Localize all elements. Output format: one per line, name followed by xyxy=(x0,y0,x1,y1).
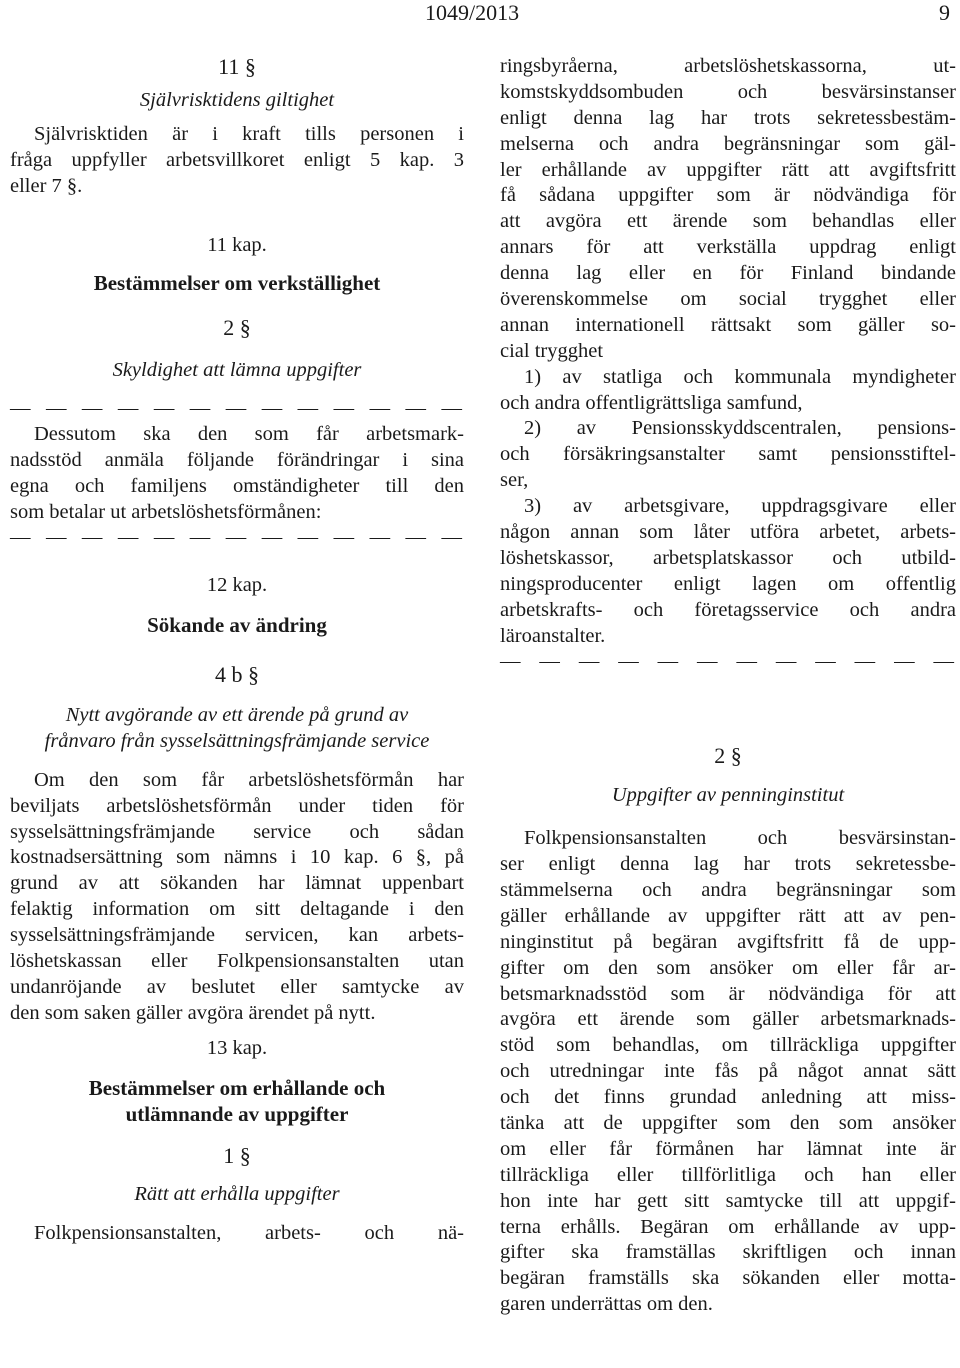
para-line: denna lag eller en för Finland bindande xyxy=(500,262,956,285)
section-ref-1: 1 § xyxy=(223,1143,251,1169)
omission-dashes: — — — — — — — — — — — — xyxy=(500,650,956,673)
omission-dashes: — — — — — — — — — — — — — xyxy=(10,397,464,420)
list-item-1: och andra offentligrättsliga samfund, xyxy=(500,391,803,414)
document-number: 1049/2013 xyxy=(425,0,520,25)
para-line: garen underrättas om den. xyxy=(500,1293,713,1316)
list-item-3: ningsproducenter enligt lagen om offentlig xyxy=(500,572,956,595)
para-line: nadsstöd anmäla följande förändringar i sina xyxy=(10,448,464,471)
para-line: enligt denna lag har trots sekretessbestäm- xyxy=(500,106,956,129)
section-ref-4b: 4 b § xyxy=(215,662,259,688)
para-line: fråga uppfyller arbetsvillkoret enligt 5 kap. 3 xyxy=(10,148,464,171)
para-line: ringsbyråerna, arbetslöshetskassorna, ut- xyxy=(500,55,956,77)
para-line: överenskommelse om social trygghet eller xyxy=(500,288,956,311)
para-line: terna erhålls. Begäran om erhållande av upp- xyxy=(500,1215,956,1238)
para-line: Folkpensionsanstalten och besvärsinstan- xyxy=(524,827,956,850)
para-line: löshetskassan eller Folkpensionsanstalten utan xyxy=(10,950,464,973)
right-column xyxy=(500,54,956,1318)
chapter-11-title: Bestämmelser om verkställighet xyxy=(93,271,381,296)
para-line: egna och familjens omständigheter till den xyxy=(10,474,464,497)
para-line: betsmarknadsstöd som är nödvändiga för att xyxy=(500,982,956,1005)
chapter-11: 11 kap. xyxy=(207,234,267,257)
para-line: ser enligt denna lag har trots sekretessbe- xyxy=(500,853,956,876)
para-line: Folkpensionsanstalten, arbets- och nä- xyxy=(34,1222,464,1245)
para-line: cial trygghet xyxy=(500,339,604,362)
para-line: sysselsättningsfrämjande servicen, kan arbets- xyxy=(10,924,464,947)
para-line: grund av att sökanden har lämnat uppenbart xyxy=(10,872,464,895)
list-item-3: löshetskassor, arbetsplatskassor och utbild- xyxy=(500,546,956,569)
para-line: Dessutom ska den som får arbetsmark- xyxy=(34,422,464,445)
chapter-13-title: Bestämmelser om erhållande och xyxy=(88,1075,386,1100)
list-item-2: ser, xyxy=(500,469,529,492)
para-line: eller 7 §. xyxy=(10,174,83,197)
page-number: 9 xyxy=(939,0,950,25)
para-line: den som saken gäller avgöra ärendet på nytt. xyxy=(10,1001,376,1024)
list-item-2: 2) av Pensionsskyddscentralen, pensions- xyxy=(524,417,956,440)
para-line: gifter om den som ansöker om eller får ar- xyxy=(500,956,956,979)
list-item-2: och försäkringsanstalter samt pensionsstiftel- xyxy=(500,443,956,466)
chapter-13: 13 kap. xyxy=(206,1036,268,1059)
para-line: annan internationell rättsakt som gäller so- xyxy=(500,313,956,336)
section-ref-11: 11 § xyxy=(218,54,256,79)
para-line: komstskyddsombuden och besvärsinstanser xyxy=(500,80,956,103)
para-line: stöd som behandlas, om tillräckliga uppgifter xyxy=(500,1034,956,1057)
para-line: stämmelserna och andra begränsningar som xyxy=(500,878,956,901)
list-item-1: 1) av statliga och kommunala myndigheter xyxy=(524,365,956,388)
section-ref-2-right: 2 § xyxy=(714,743,742,769)
para-line: sysselsättningsfrämjande service och sådan xyxy=(10,820,464,843)
para-line: tillräckliga eller tillförlitliga och han eller xyxy=(500,1163,956,1186)
para-line: annars för att verkställa uppdrag enligt xyxy=(500,236,956,259)
section-heading-1: Rätt att erhålla uppgifter xyxy=(134,1183,340,1206)
para-line: kostnadsersättning som nämns i 10 kap. 6 §, på xyxy=(10,846,464,869)
list-item-3: 3) av arbetsgivare, uppdragsgivare eller xyxy=(524,495,956,518)
para-line: och utredningar inte fås på något annat sätt xyxy=(500,1060,956,1083)
para-line: få sådana uppgifter som är nödvändiga för xyxy=(500,184,956,207)
section-heading-11: Självrisktidens giltighet xyxy=(139,88,335,111)
para-line: avgöra ett ärende som gäller arbetsmarknads- xyxy=(500,1008,956,1031)
omission-dashes: — — — — — — — — — — — — — xyxy=(10,526,464,549)
para-line: begäran framställs ska sökanden eller motta- xyxy=(500,1267,956,1290)
para-line: om eller får förmånen har lämnat inte är xyxy=(500,1137,956,1160)
list-item-3: någon annan som låter utföra arbetet, arbets- xyxy=(500,521,956,544)
para-line: att avgöra ett ärende som behandlas eller xyxy=(500,210,956,233)
list-item-3: arbetskrafts- och företagsservice och andra xyxy=(500,598,956,621)
section-heading-2: Skyldighet att lämna uppgifter xyxy=(112,359,362,382)
chapter-12-title: Sökande av ändring xyxy=(147,613,327,638)
chapter-13-title: utlämnande av uppgifter xyxy=(125,1101,349,1126)
para-line: hon inte har gett sitt samtycke till att uppgif- xyxy=(500,1189,956,1212)
left-column xyxy=(10,54,464,1247)
section-heading-4b: frånvaro från sysselsättningsfrämjande service xyxy=(44,729,430,752)
para-line: gäller erhållande av uppgifter rätt att av pen- xyxy=(500,904,956,927)
para-line: undanröjande av beslutet eller samtycke av xyxy=(10,975,464,998)
para-line: melserna och andra begränsningar som gäl- xyxy=(500,132,956,155)
para-line: felaktig information om sitt deltagande i den xyxy=(10,898,464,921)
chapter-12: 12 kap. xyxy=(206,574,268,597)
para-line: gifter ska framställas skriftligen och innan xyxy=(500,1241,956,1264)
para-line: Självrisktiden är i kraft tills personen i xyxy=(34,122,464,145)
para-line: som betalar ut arbetslöshetsförmånen: xyxy=(10,500,322,523)
para-line: tänka att de uppgifter som den som ansöker xyxy=(500,1111,956,1134)
para-line: ler erhållande av uppgifter rätt att avgiftsfritt xyxy=(500,158,956,181)
para-line: och det finns grundad anledning att miss- xyxy=(500,1086,956,1109)
section-heading-2-right: Uppgifter av penninginstitut xyxy=(611,784,845,807)
para-line: ninginstitut på begäran avgiftsfritt få de upp- xyxy=(500,930,956,953)
list-item-3: läroanstalter. xyxy=(500,624,606,647)
para-line: beviljats arbetslöshetsförmån under tiden för xyxy=(10,794,464,817)
section-ref-2: 2 § xyxy=(223,315,251,341)
section-heading-4b: Nytt avgörande av ett ärende på grund av xyxy=(65,704,409,727)
para-line: Om den som får arbetslöshetsförmån har xyxy=(34,768,464,791)
